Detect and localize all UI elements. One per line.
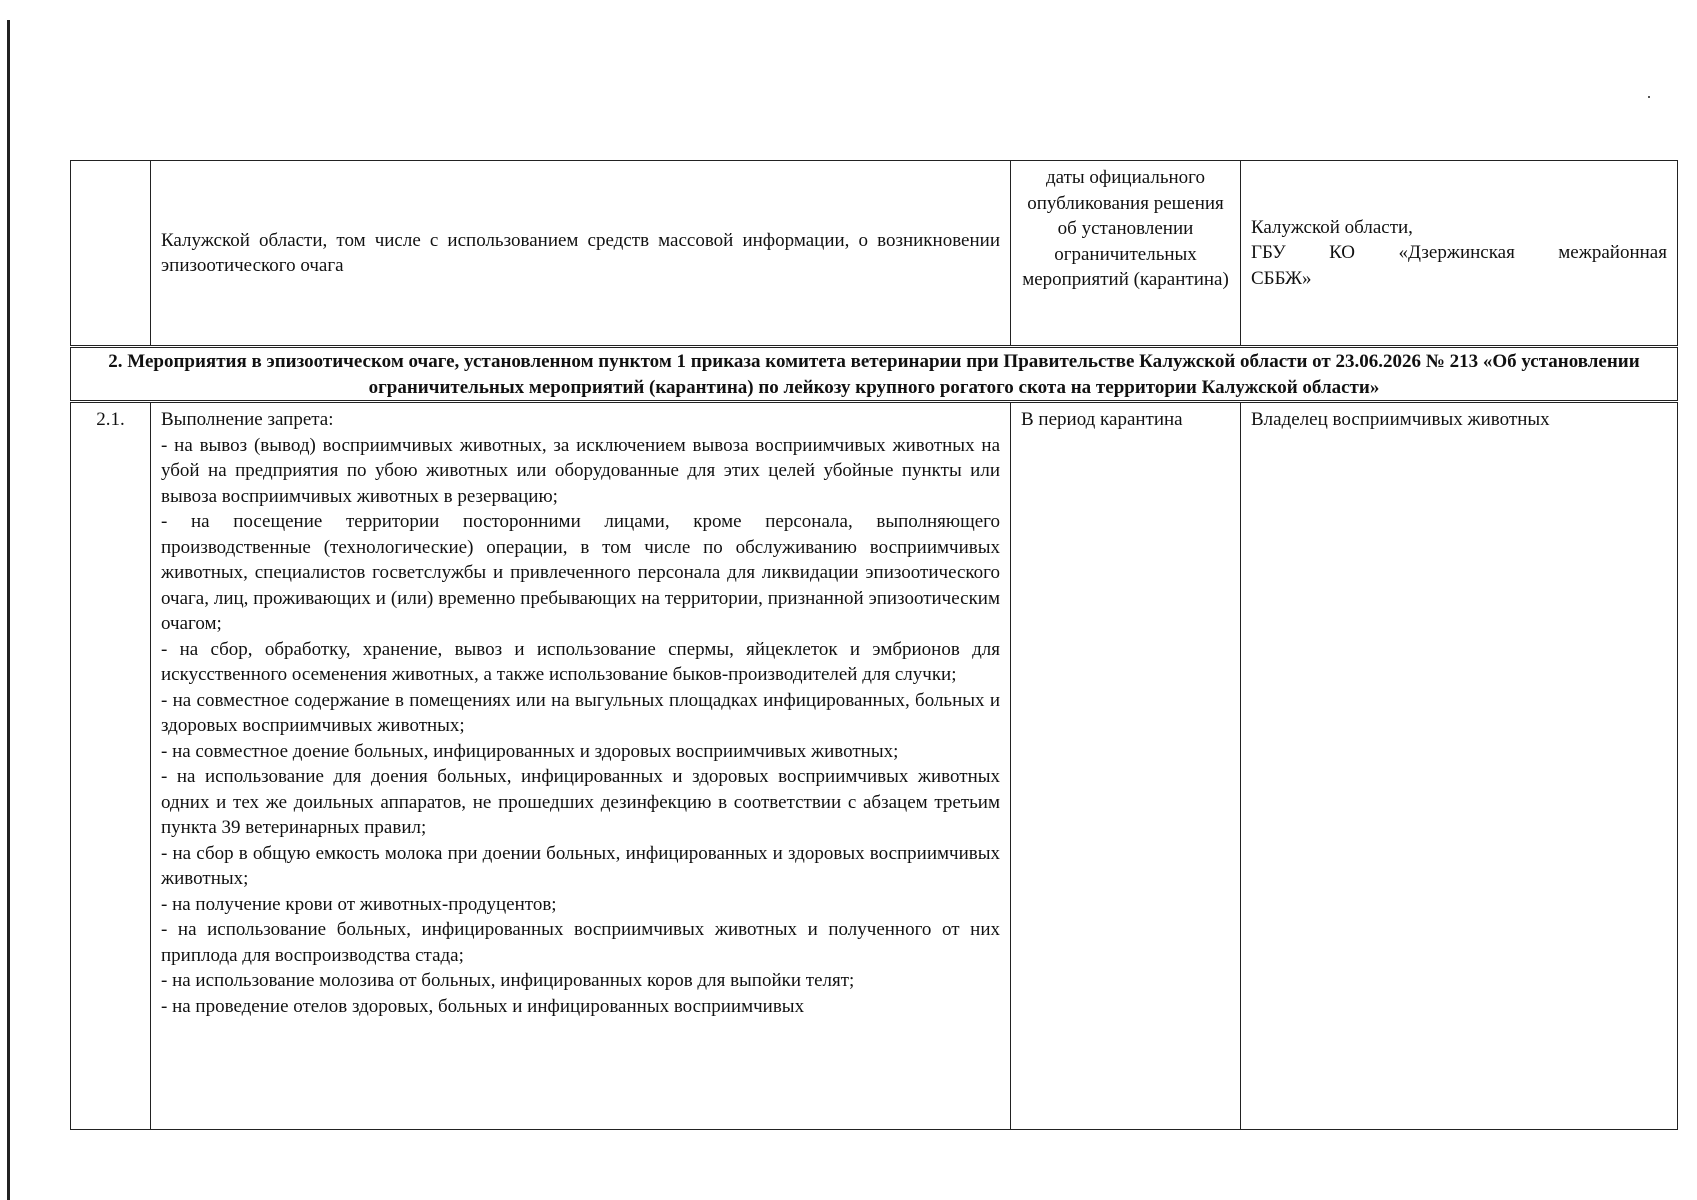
action-paragraph: - на вывоз (вывод) восприимчивых животных, за исключением вывоза восприимчивых животных на убой на предприятия по убою животных или оборудованные для этих целей убойные пункты или вывоза восприимчивых животных в резервацию;	[161, 434, 1000, 507]
responsible-word: ГБУ	[1251, 242, 1286, 264]
left-margin-line	[7, 20, 10, 1200]
responsible-word: межрайонная	[1558, 242, 1667, 264]
action-paragraph: - на совместное содержание в помещениях или на выгульных площадках инфицированных, больных и здоровых восприимчивых животных;	[161, 689, 1000, 736]
responsible-line: СББЖ»	[1251, 267, 1312, 289]
item-action-cell	[151, 402, 1011, 1130]
table-row	[71, 161, 1678, 347]
section-header-row	[71, 347, 1678, 402]
table-row	[71, 402, 1678, 1130]
action-paragraph: - на получение крови от животных-продуцентов;	[161, 893, 557, 915]
item-responsible: Владелец восприимчивых животных	[1241, 402, 1678, 1130]
action-paragraph: Выполнение запрета:	[161, 409, 334, 430]
responsible-word: КО	[1329, 242, 1356, 264]
action-paragraph: - на использование для доения больных, инфицированных и здоровых восприимчивых животных одних и тех же доильных аппаратов, не прошедших дезинфекцию в соответствии с абзацем третьим пункта 39 ветеринарных правил;	[161, 766, 1000, 838]
action-paragraph: - на совместное доение больных, инфицированных и здоровых восприимчивых животных;	[161, 740, 899, 762]
section-header: 2. Мероприятия в эпизоотическом очаге, установленном пунктом 1 приказа комитета ветеринарии при Правительстве Калужской области от 23.06.2026 № 213 «Об установлении ограничительных мероприятий (карантина) по лейкозу крупного рогатого скота на территории Калужской области»	[71, 347, 1678, 402]
action-cell: Калужской области, том числе с использованием средств массовой информации, о возникновении эпизоотического очага	[151, 161, 1011, 347]
responsible-cell	[1241, 161, 1678, 347]
responsible-word: «Дзержинская	[1398, 242, 1515, 264]
action-paragraph: - на сбор, обработку, хранение, вывоз и использование спермы, яйцеклеток и эмбрионов для искусственного осеменения животных, а также использование быков-производителей для случки;	[161, 638, 1000, 685]
measures-table	[70, 160, 1678, 1130]
action-paragraph: - на проведение отелов здоровых, больных и инфицированных восприимчивых	[161, 995, 805, 1017]
item-term: В период карантина	[1011, 402, 1241, 1130]
scan-speck	[1648, 96, 1650, 98]
term-cell: даты официального опубликования решения об установлении ограничительных мероприятий (карантина)	[1011, 161, 1241, 347]
action-paragraph: - на использование молозива от больных, инфицированных коров для выпойки телят;	[161, 970, 855, 991]
action-paragraph: - на посещение территории посторонними лицами, кроме персонала, выполняющего производственные (технологические) операции, в том числе по обслуживанию восприимчивых животных, специалистов госветслужбы и привлеченного персонала для ликвидации эпизоотического очага, лиц, проживающих и (или) временно пребывающих на территории, признанной эпизоотическим очагом;	[161, 511, 1000, 634]
responsible-line: Калужской области,	[1251, 216, 1413, 238]
row-number-cell	[71, 161, 151, 347]
action-paragraph: - на сбор в общую емкость молока при доении больных, инфицированных и здоровых восприимчивых животных;	[161, 842, 1000, 889]
item-number: 2.1.	[71, 402, 151, 1130]
responsible-line	[1251, 240, 1667, 266]
action-paragraph: - на использование больных, инфицированных восприимчивых животных и полученного от них приплода для воспроизводства стада;	[161, 919, 1000, 966]
